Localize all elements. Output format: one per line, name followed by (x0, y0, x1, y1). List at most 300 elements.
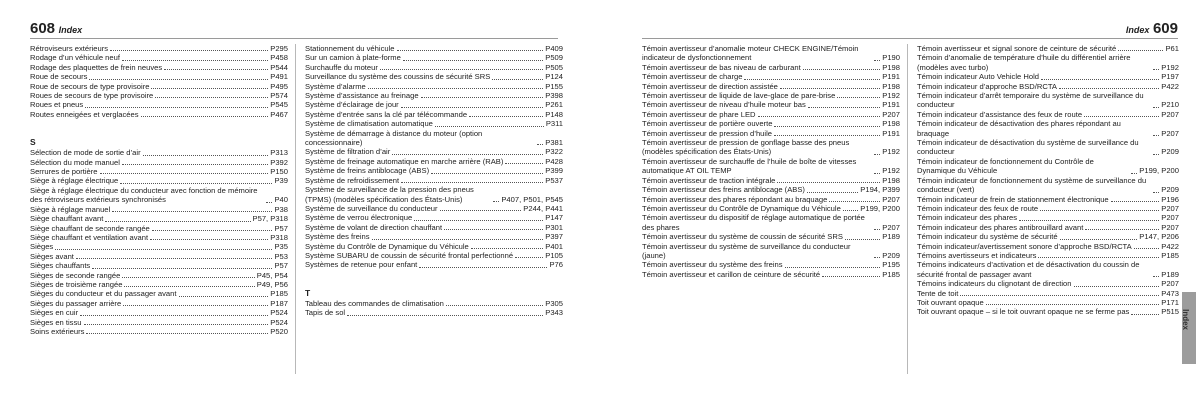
index-entry-title: Témoin indicateur des phares (917, 213, 1018, 223)
dot-leader (266, 202, 272, 203)
dot-leader (105, 221, 250, 222)
index-entry-title: Système d’alarme (305, 81, 366, 91)
index-entry-title: Tente de toit (917, 288, 959, 298)
dot-leader (780, 88, 880, 89)
index-entry-page-ref: P191 (882, 128, 900, 138)
index-entry (30, 63, 288, 72)
index-entry-title: Système de freins antiblocage (ABS) (305, 166, 430, 176)
index-entry-title: Rétroviseurs extérieurs (30, 44, 109, 53)
dot-leader (112, 211, 272, 212)
dot-leader (774, 135, 880, 136)
index-entry-title: Témoin avertisseur de niveau d’huile moteur bas (642, 100, 806, 110)
dot-leader (493, 201, 499, 202)
index-entry-page-ref: P207 (1161, 128, 1179, 138)
dot-leader (419, 267, 547, 268)
index-entry-page-ref: P197 (1161, 72, 1179, 82)
index-entry-page-ref: P57 (274, 261, 288, 271)
index-entry (642, 82, 900, 91)
index-entry-page-ref: P207 (882, 109, 900, 119)
index-entry (642, 185, 900, 194)
index-entry-title: Témoin indicateur de désactivation des phares répondant au braquage (917, 119, 1121, 138)
index-entry-title: Sièges avant (30, 251, 74, 261)
index-entry-title: Témoin indicateur/avertissement sonore d’approche BSD/RCTA (917, 241, 1132, 251)
dot-leader (515, 257, 543, 258)
index-entry (30, 224, 288, 233)
dot-leader (124, 286, 254, 287)
index-entry (30, 214, 288, 223)
dot-leader (803, 69, 881, 70)
index-entry-page-ref: P35 (274, 242, 288, 252)
dot-leader (372, 239, 544, 240)
index-entry-page-ref: P39 (274, 176, 288, 186)
dot-leader (380, 69, 543, 70)
index-side-label: Index (1181, 309, 1190, 330)
index-entry-title: Témoin avertisseur de surchauffe de l’huile de boîte de vitesses automatique AT OIL TEMP (642, 156, 857, 176)
index-entry-title: Témoin indicateur de désactivation du système de surveillance du conducteur (917, 138, 1139, 157)
index-entry-page-ref: P192 (882, 166, 900, 176)
index-entry-page-ref: P207 (1161, 279, 1179, 289)
index-entry (642, 157, 900, 176)
dot-leader (1134, 248, 1160, 249)
index-entry-title: Témoin avertisseur et carillon de ceinture de sécurité (642, 269, 821, 279)
dot-leader (469, 116, 543, 117)
index-entry (917, 53, 1179, 72)
dot-leader (785, 267, 881, 268)
index-entry (642, 213, 900, 232)
index-entry (305, 242, 563, 251)
index-entry (30, 148, 288, 157)
dot-leader (76, 258, 273, 259)
index-entry-page-ref: P189 (1161, 269, 1179, 279)
index-entry-page-ref: P198 (882, 62, 900, 72)
index-entry-title: Système de climatisation automatique (305, 119, 433, 129)
dot-leader (85, 107, 268, 108)
index-entry-title: Système de filtration d’air (305, 147, 391, 157)
index-entry-page-ref: P397 (545, 232, 563, 242)
index-entry-page-ref: P40 (274, 195, 288, 205)
index-entry-title: Système du Contrôle de Dynamique du Véhicule (305, 241, 469, 251)
index-entry-page-ref: P295 (270, 44, 288, 53)
index-entry (917, 279, 1179, 288)
index-entry-title: Sièges du conducteur et du passager avant (30, 289, 177, 299)
index-entry (30, 44, 288, 53)
index-entry-page-ref: P544 (270, 62, 288, 72)
dot-leader (774, 126, 880, 127)
dot-leader (1131, 314, 1159, 315)
dot-leader (152, 230, 273, 231)
index-entry-page-ref: P191 (882, 100, 900, 110)
index-entry-title: Témoin indicateur de fonctionnement du système de surveillance du conducteur (vert) (917, 175, 1147, 195)
dot-leader (110, 50, 268, 51)
index-entry-title: Système de démarrage à distance du moteur (option concessionnaire) (305, 128, 483, 148)
index-entry-title: Témoin indicateur de frein de stationnement électronique (917, 194, 1109, 204)
index-entry (305, 251, 563, 260)
index-entry-page-ref: P185 (270, 289, 288, 299)
index-entry-page-ref: P381 (545, 138, 563, 148)
dot-leader (960, 295, 1159, 296)
index-entry-title: Témoin avertisseur du système des freins (642, 260, 783, 270)
index-entry-title: Siège à réglage électrique du conducteur avec fonction de mémoire des rétroviseurs extérieurs synchronisés (30, 185, 258, 205)
index-entry (917, 138, 1179, 157)
index-entry-page-ref: P209 (1161, 147, 1179, 157)
index-entry-page-ref: P57, P318 (252, 214, 288, 224)
dot-leader (392, 154, 543, 155)
index-entry (917, 307, 1179, 316)
index-entry-title: Témoin avertisseur d’anomalie moteur CHECK ENGINE/Témoin indicateur de dysfonctionnement (642, 44, 859, 63)
index-entry (642, 195, 900, 204)
index-entry-title: Témoin avertisseur du dispositif de réglage automatique de portée des phares (642, 213, 865, 232)
index-entry-title: Surchauffe du moteur (305, 62, 378, 72)
index-entry-page-ref: P313 (270, 148, 288, 158)
index-entry-title: Soins extérieurs (30, 326, 85, 336)
index-entry (642, 44, 900, 63)
index-entry-page-ref: P194, P399 (860, 185, 900, 195)
index-entry (305, 91, 563, 100)
index-entry-title: Roues de secours de type provisoire (30, 91, 154, 101)
index-entry-title: Stationnement du véhicule (305, 44, 395, 53)
dot-leader (397, 50, 544, 51)
index-entry-title: Témoin avertisseur du système de surveillance du conducteur (jaune) (642, 241, 851, 260)
index-entry (917, 44, 1179, 53)
index-entry-page-ref: P467 (270, 109, 288, 119)
index-entry (917, 91, 1179, 110)
dot-leader (843, 210, 858, 211)
dot-leader (845, 239, 880, 240)
index-entry (642, 91, 900, 100)
index-entry-title: Témoin indicateur d’approche BSD/RCTA (917, 81, 1057, 91)
dot-leader (874, 229, 880, 230)
dot-leader (421, 97, 544, 98)
dot-leader (874, 173, 880, 174)
index-entry-title: Routes enneigées et verglacées (30, 109, 139, 119)
index-entry (917, 251, 1179, 260)
right-index-column-2 (917, 44, 1179, 317)
index-entry-page-ref: P422 (1161, 81, 1179, 91)
index-entry (642, 242, 900, 261)
index-entry-page-ref: P191 (882, 72, 900, 82)
index-entry (305, 308, 563, 317)
index-entry (305, 72, 563, 81)
index-entry-page-ref: P76 (549, 260, 563, 270)
index-entry-title: Témoin avertisseur des freins antiblocage (ABS) (642, 185, 805, 195)
index-entry-title: Témoin indicateur d’assistance des feux de route (917, 109, 1083, 119)
index-entry-page-ref: P537 (545, 175, 563, 185)
index-entry-title: Témoins avertisseurs et indicateurs (917, 250, 1037, 260)
index-entry (642, 129, 900, 138)
left-column-divider (295, 44, 296, 374)
index-entry (305, 157, 563, 166)
index-entry-page-ref: P207 (882, 194, 900, 204)
index-entry (642, 232, 900, 241)
index-entry-page-ref: P209 (882, 250, 900, 260)
dot-leader (777, 182, 880, 183)
index-entry-page-ref: P124 (545, 72, 563, 82)
letter-heading: S (30, 137, 36, 148)
dot-leader (822, 276, 880, 277)
index-entry (30, 176, 288, 185)
index-entry-page-ref: P196 (1161, 194, 1179, 204)
index-entry-title: Témoin avertisseur de charge (642, 72, 743, 82)
dot-leader (122, 277, 254, 278)
index-entry-page-ref: P185 (882, 269, 900, 279)
index-entry-title: Rodage d’un véhicule neuf (30, 53, 120, 63)
index-entry (305, 299, 563, 308)
index-entry (917, 119, 1179, 138)
dot-leader (435, 126, 544, 127)
index-entry-title: Sélection du mode manuel (30, 157, 120, 167)
index-entry (305, 63, 563, 72)
index-entry (30, 53, 288, 62)
dot-leader (829, 201, 880, 202)
index-entry-title: Système de volant de direction chauffant (305, 222, 443, 232)
index-entry (305, 110, 563, 119)
index-entry-page-ref: P343 (545, 308, 563, 318)
index-entry (642, 100, 900, 109)
index-entry-page-ref: P311 (545, 119, 563, 129)
index-entry (305, 100, 563, 109)
index-entry-page-ref: P53 (274, 251, 288, 261)
index-entry-title: Témoin indicateur des phares antibrouillard avant (917, 222, 1084, 232)
dot-leader (368, 88, 543, 89)
dot-leader (492, 79, 543, 80)
dot-leader (143, 155, 269, 156)
dot-leader (744, 79, 880, 80)
index-entry-page-ref: P207 (1161, 109, 1179, 119)
index-entry (30, 242, 288, 251)
index-entry (305, 223, 563, 232)
index-entry-page-ref: P524 (270, 308, 288, 318)
index-entry-page-ref: P401 (545, 241, 563, 251)
dot-leader (1038, 257, 1159, 258)
dot-leader (874, 154, 880, 155)
index-entry (917, 82, 1179, 91)
index-entry-page-ref: P190 (882, 53, 900, 63)
index-entry (305, 129, 563, 148)
index-entry-title: Système des freins (305, 232, 370, 242)
index-entry (30, 318, 288, 327)
index-entry (30, 261, 288, 270)
index-entry-title: Toit ouvrant opaque (917, 297, 984, 307)
index-entry (642, 119, 900, 128)
left-page (0, 0, 580, 402)
index-entry-page-ref: P495 (270, 81, 288, 91)
dot-leader (120, 183, 272, 184)
index-entry-title: Témoin indicateur des feux de route (917, 203, 1039, 213)
index-entry-page-ref: P171 (1161, 297, 1179, 307)
index-entry (917, 195, 1179, 204)
dot-leader (100, 173, 269, 174)
index-entry (30, 308, 288, 317)
index-entry-title: Siège chauffant avant (30, 214, 104, 224)
dot-leader (1153, 107, 1159, 108)
dot-leader (151, 88, 268, 89)
index-entry-page-ref: P195 (882, 260, 900, 270)
dot-leader (808, 107, 880, 108)
index-entry-page-ref: P509 (545, 53, 563, 63)
dot-leader (1153, 135, 1159, 136)
index-entry-title: Sièges en tissu (30, 317, 82, 327)
index-entry (30, 186, 288, 205)
index-entry-title: Sièges (30, 242, 54, 252)
index-entry-title: Sièges en cuir (30, 308, 79, 318)
index-entry-page-ref: P199, P200 (860, 203, 900, 213)
index-entry-title: Témoin avertisseur de bas niveau de carburant (642, 62, 801, 72)
index-entry (642, 176, 900, 185)
index-entry (30, 167, 288, 176)
index-entry-page-ref: P38 (274, 204, 288, 214)
index-entry-page-ref: P150 (270, 167, 288, 177)
dot-leader (122, 164, 268, 165)
index-entry-title: Témoin indicateur du système de sécurité (917, 232, 1058, 242)
index-entry (30, 82, 288, 91)
index-entry-page-ref: P192 (1161, 62, 1179, 72)
index-entry-page-ref: P45, P54 (256, 270, 288, 280)
dot-leader (444, 229, 543, 230)
index-entry-title: Roue de secours (30, 72, 88, 82)
dot-leader (150, 239, 268, 240)
right-column-divider (907, 44, 908, 374)
dot-leader (80, 315, 268, 316)
section-spacer (30, 119, 288, 128)
dot-leader (84, 324, 269, 325)
index-entry-page-ref: P199, P200 (1139, 166, 1179, 176)
index-entry-title: Sièges chauffants (30, 261, 91, 271)
index-entry-page-ref: P491 (270, 72, 288, 82)
index-entry-title: Système de surveillance du conducteur (305, 203, 438, 213)
right-page-header (1126, 20, 1178, 37)
index-entry-title: Témoin indicateur d’arrêt temporaire du système de surveillance du conducteur (917, 91, 1144, 110)
index-entry-title: Tapis de sol (305, 308, 346, 318)
index-entry-page-ref: P524 (270, 317, 288, 327)
dot-leader (1059, 88, 1159, 89)
dot-leader (179, 296, 269, 297)
dot-leader (1084, 116, 1159, 117)
index-entry-page-ref: P185 (1161, 250, 1179, 260)
index-entry (642, 72, 900, 81)
index-entry (305, 119, 563, 128)
index-entry-page-ref: P207 (882, 222, 900, 232)
dot-leader (1131, 173, 1137, 174)
index-entry-title: Témoin avertisseur de pression d’huile (642, 128, 773, 138)
index-entry (917, 72, 1179, 81)
index-entry-title: Sièges de seconde rangée (30, 270, 121, 280)
section-spacer (305, 270, 563, 279)
index-entry (642, 260, 900, 269)
left-page-header (30, 20, 82, 37)
index-entry (30, 252, 288, 261)
letter-heading: T (305, 287, 311, 298)
index-entry (305, 176, 563, 185)
index-entry-page-ref: P207 (1161, 222, 1179, 232)
index-entry-page-ref: P473 (1161, 288, 1179, 298)
index-entry-page-ref: P244, P441 (523, 203, 563, 213)
index-entry-title: Sélection de mode de sortie d’air (30, 148, 141, 158)
index-entry-page-ref: P515 (1161, 307, 1179, 317)
index-entry-page-ref: P261 (545, 100, 563, 110)
index-entry-title: Sièges du passager arrière (30, 298, 122, 308)
index-entry-page-ref: P198 (882, 119, 900, 129)
index-entry-title: Témoins indicateurs d’activation et de désactivation du coussin de sécurité frontal de passager avant (917, 260, 1140, 279)
index-entry-title: Système d’assistance au freinage (305, 91, 419, 101)
index-entry-title: Témoin avertisseur du système de coussin de sécurité SRS (642, 232, 843, 242)
dot-leader (537, 144, 543, 145)
dot-leader (1111, 201, 1160, 202)
index-entry-page-ref: P155 (545, 81, 563, 91)
index-entry-page-ref: P407, P501, P545 (501, 194, 563, 204)
dot-leader (164, 69, 268, 70)
index-entry-page-ref: P61 (1165, 44, 1179, 53)
dot-leader (986, 304, 1160, 305)
dot-leader (1153, 192, 1159, 193)
index-entry (917, 298, 1179, 307)
index-entry (305, 53, 563, 62)
index-entry (642, 63, 900, 72)
index-entry-title: Tableau des commandes de climatisation (305, 298, 444, 308)
index-entry-title: Systèmes de retenue pour enfant (305, 260, 418, 270)
index-entry-page-ref: P458 (270, 53, 288, 63)
dot-leader (758, 116, 881, 117)
index-entry (30, 110, 288, 119)
dot-leader (446, 305, 543, 306)
index-entry (30, 100, 288, 109)
index-entry-page-ref: P392 (270, 157, 288, 167)
index-entry-title: Témoin indicateur Auto Vehicle Hold (917, 72, 1039, 82)
index-entry (30, 327, 288, 336)
left-header-label: Index (58, 25, 83, 35)
index-entry-page-ref: P198 (882, 175, 900, 185)
index-entry (305, 260, 563, 269)
index-entry (30, 271, 288, 280)
dot-leader (807, 192, 858, 193)
index-entry-page-ref: P505 (545, 62, 563, 72)
right-index-column-1 (642, 44, 900, 279)
dot-leader (89, 79, 268, 80)
dot-leader (55, 249, 272, 250)
index-entry-page-ref: P209 (1161, 185, 1179, 195)
index-entry-title: Témoin indicateur de fonctionnement du Contrôle de Dynamique du Véhicule (917, 156, 1094, 176)
dot-leader (1074, 286, 1160, 287)
index-entry-title: Témoin d’anomalie de température d’huile du différentiel arrière (modèles avec turbo) (917, 53, 1131, 72)
index-entry-title: Siège à réglage manuel (30, 204, 111, 214)
index-entry (305, 44, 563, 53)
index-entry-page-ref: P210 (1161, 100, 1179, 110)
index-entry-page-ref: P57 (274, 223, 288, 233)
left-index-column-1 (30, 44, 288, 336)
dot-leader (874, 60, 880, 61)
index-entry-title: Témoin avertisseur et signal sonore de ceinture de sécurité (917, 44, 1117, 53)
index-entry (305, 204, 563, 213)
index-entry (642, 270, 900, 279)
index-entry-title: Témoin avertisseur de liquide de lave-glace de pare-brise (642, 91, 836, 101)
index-entry-title: Système d’entrée sans la clé par télécommande (305, 109, 468, 119)
index-entry (30, 280, 288, 289)
index-entry-title: Sièges de troisième rangée (30, 279, 123, 289)
index-entry-title: Roue de secours de type provisoire (30, 81, 150, 91)
index-entry (30, 289, 288, 298)
dot-leader (1060, 239, 1138, 240)
index-entry (917, 204, 1179, 213)
index-entry-page-ref: P207 (1161, 213, 1179, 223)
dot-leader (403, 60, 543, 61)
index-entry-title: Système d’éclairage de jour (305, 100, 399, 110)
right-page (620, 0, 1200, 402)
index-entry-page-ref: P318 (270, 232, 288, 242)
index-entry-title: Témoin avertisseur de traction intégrale (642, 175, 776, 185)
index-entry-page-ref: P398 (545, 91, 563, 101)
index-entry (917, 213, 1179, 222)
dot-leader (86, 333, 268, 334)
dot-leader (414, 220, 543, 221)
